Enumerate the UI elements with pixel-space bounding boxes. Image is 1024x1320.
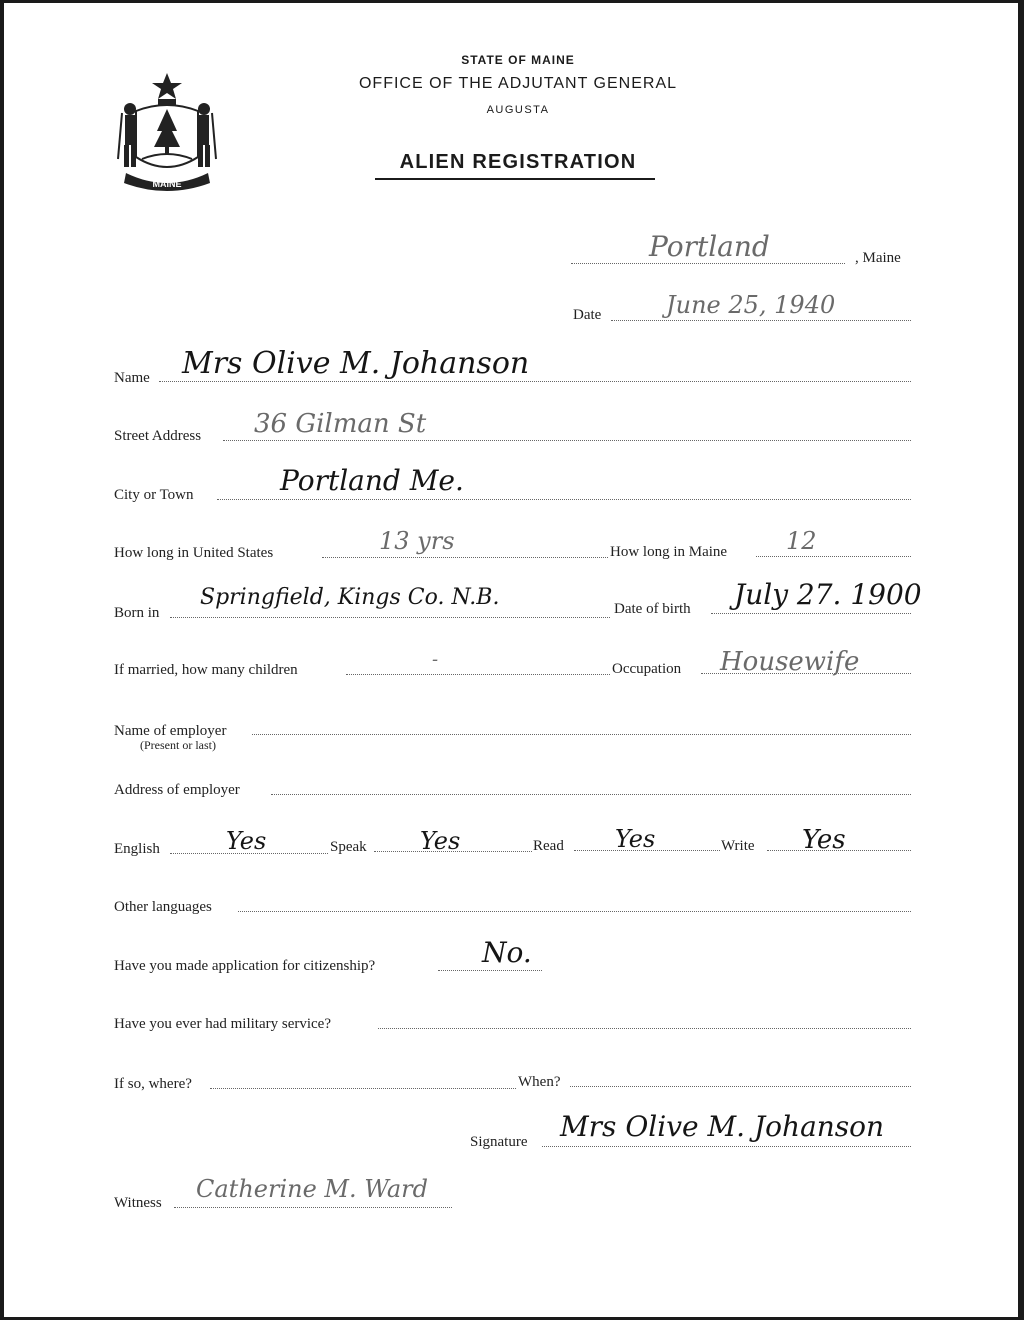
employer-name-sublabel: (Present or last) xyxy=(140,738,216,752)
date-of-birth-line xyxy=(711,613,911,614)
maine-state-seal-icon xyxy=(114,69,220,195)
town-value[interactable]: Portland xyxy=(649,230,770,263)
street-address-value[interactable]: 36 Gilman St xyxy=(254,409,427,439)
read-value[interactable]: Yes xyxy=(615,825,656,853)
signature-value[interactable]: Mrs Olive M. Johanson xyxy=(560,1110,885,1143)
city-line xyxy=(217,499,911,500)
date-of-birth-label: Date of birth xyxy=(614,601,691,617)
date-label: Date xyxy=(573,307,602,323)
speak-label: Speak xyxy=(330,839,367,855)
where-line xyxy=(210,1088,516,1089)
header-state: STATE OF MAINE xyxy=(461,53,575,67)
name-value[interactable]: Mrs Olive M. Johanson xyxy=(182,346,530,381)
military-line xyxy=(378,1028,911,1029)
when-label: When? xyxy=(518,1074,561,1090)
form-title: ALIEN REGISTRATION xyxy=(399,151,637,173)
employer-address-label: Address of employer xyxy=(114,782,240,798)
witness-line xyxy=(174,1207,452,1208)
date-line xyxy=(611,320,911,321)
citizenship-line xyxy=(438,970,542,971)
svg-text:MAINE: MAINE xyxy=(152,179,182,189)
employer-name-line xyxy=(252,734,911,735)
citizenship-label: Have you made application for citizenship? xyxy=(114,958,376,974)
how-long-us-line xyxy=(322,557,608,558)
when-line xyxy=(570,1086,911,1087)
write-label: Write xyxy=(721,838,755,854)
employer-address-line xyxy=(271,794,911,795)
registration-form xyxy=(4,3,1018,1317)
witness-label: Witness xyxy=(114,1195,162,1211)
children-line xyxy=(346,674,610,675)
how-long-maine-label: How long in Maine xyxy=(610,544,728,560)
how-long-us-value[interactable]: 13 yrs xyxy=(379,527,455,555)
street-address-line xyxy=(223,440,911,441)
speak-value[interactable]: Yes xyxy=(420,827,461,855)
header-office: OFFICE OF THE ADJUTANT GENERAL xyxy=(358,75,678,92)
city-label: City or Town xyxy=(114,487,194,503)
occupation-label: Occupation xyxy=(612,661,682,677)
name-label: Name xyxy=(114,370,150,386)
street-address-label: Street Address xyxy=(114,428,202,444)
english-value[interactable]: Yes xyxy=(226,827,267,855)
employer-name-label: Name of employer xyxy=(114,723,227,739)
how-long-maine-value[interactable]: 12 xyxy=(786,527,817,555)
how-long-maine-line xyxy=(756,556,911,557)
how-long-us-label: How long in United States xyxy=(114,545,274,561)
citizenship-value[interactable]: No. xyxy=(482,936,532,969)
witness-value[interactable]: Catherine M. Ward xyxy=(196,1175,428,1203)
city-value[interactable]: Portland Me. xyxy=(280,464,464,497)
date-value[interactable]: June 25, 1940 xyxy=(666,291,836,319)
signature-line xyxy=(542,1146,911,1147)
english-label: English xyxy=(114,841,160,857)
children-value[interactable]: - xyxy=(432,649,439,670)
born-in-label: Born in xyxy=(114,605,160,621)
date-of-birth-value[interactable]: July 27. 1900 xyxy=(734,578,922,611)
signature-label: Signature xyxy=(470,1134,528,1150)
title-underline xyxy=(375,178,655,180)
maine-label: , Maine xyxy=(855,250,901,266)
write-value[interactable]: Yes xyxy=(802,825,846,855)
other-languages-label: Other languages xyxy=(114,899,212,915)
header-city: AUGUSTA xyxy=(486,104,550,116)
children-label: If married, how many children xyxy=(114,662,298,678)
born-in-line xyxy=(170,617,610,618)
where-label: If so, where? xyxy=(114,1076,192,1092)
military-label: Have you ever had military service? xyxy=(114,1016,331,1032)
read-label: Read xyxy=(533,838,564,854)
name-line xyxy=(159,381,911,382)
town-line xyxy=(571,263,845,264)
other-languages-line xyxy=(238,911,911,912)
born-in-value[interactable]: Springfield, Kings Co. N.B. xyxy=(200,585,500,610)
occupation-value[interactable]: Housewife xyxy=(720,647,860,677)
